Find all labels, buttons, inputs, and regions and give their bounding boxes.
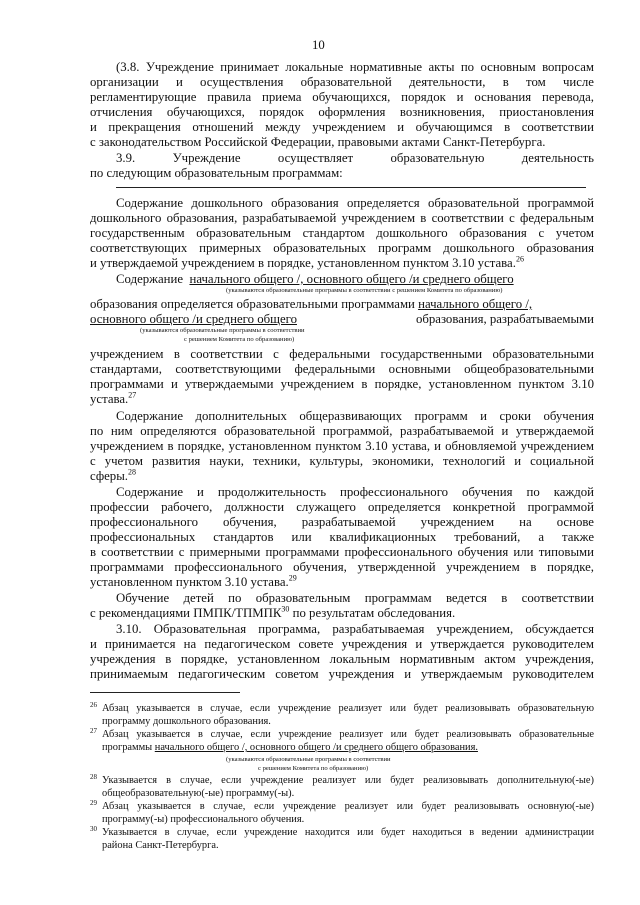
footnote-27-line-2: программы начального общего /, основного общего /и среднего общего образования. <box>102 742 478 753</box>
footnote-27-line-1: Абзац указывается в случае, если учреждение реализует или будет реализовывать образовательные <box>102 729 594 740</box>
vocational-line-3: профессионального обучения, разрабатываемой учреждением на основе <box>90 515 594 529</box>
footnote-ref-29: 29 <box>288 573 297 583</box>
footnote-30-line-2: района Санкт-Петербурга. <box>102 840 219 851</box>
paragraph-3-8-line-3: регламентирующие правила приема обучающихся, порядок и основания перевода, <box>90 90 594 104</box>
paragraph-3-8-line-2: организации и осуществления образовательной деятельности, в том числе <box>90 75 594 89</box>
additional-line-4: с учетом развития науки, техники, культуры, экономики, технологий и социальной <box>90 454 594 468</box>
footnote-29-line-2: программу(-ы) профессионального обучения. <box>102 814 305 825</box>
footnote-27-note-a: (указываются образовательные программы в соответствии <box>226 756 391 763</box>
vocational-line-7: установленном пунктом 3.10 устава.$^{29}$ <box>90 573 297 589</box>
vocational-line-6: программами профессионального обучения, утвержденной учреждением в порядке, <box>90 560 594 574</box>
footnote-28-line-1: Указывается в случае, если учреждение реализует или будет реализовывать дополнительную(-ые) <box>102 775 594 786</box>
general-line-2: образования определяется образовательными программами начального общего /, <box>90 297 533 311</box>
pmpk-line-1: Обучение детей по образовательным программам ведется в соответствии <box>116 591 594 605</box>
vocational-line-5: в соответствии с примерными программами профессионального обучения или типовыми <box>90 545 594 559</box>
general-note-2b: с решением Комитета по образованию) <box>184 336 295 343</box>
paragraph-3-10-line-3: учреждения в порядке, установленном локальным нормативным актом учреждения, <box>90 652 594 666</box>
general-line-7: устава.$^{27}$ <box>90 390 137 406</box>
general-programs-underlined-3: основного общего /и среднего общего <box>90 312 297 326</box>
general-line-3: основного общего /и среднего общего образования, разрабатываемыми <box>90 312 594 326</box>
additional-line-5: сферы.$^{28}$ <box>90 467 137 483</box>
paragraph-3-9-line-2: по следующим образовательным программам: <box>90 166 343 180</box>
general-note-1: (указываются образовательные программы в соответствии с решением Комитета по образованию) <box>226 287 503 294</box>
footnote-28-number: 28 <box>90 773 97 781</box>
general-line-4: учреждением в соответствии с федеральными государственными образовательными <box>90 347 594 361</box>
preschool-line-2: дошкольного образования, разрабатываемой учреждением в соответствии с федеральным <box>90 211 594 225</box>
paragraph-3-8-line-1: (3.8. Учреждение принимает локальные нормативные акты по основным вопросам <box>116 60 594 74</box>
paragraph-3-10-line-2: и принимается на педагогическом совете учреждения и утверждается руководителем <box>90 637 594 651</box>
general-programs-underlined: начального общего /, основного общего /и среднего общего <box>189 272 514 286</box>
additional-line-1: Содержание дополнительных общеразвивающих программ и сроки обучения <box>116 409 594 423</box>
footnote-29-number: 29 <box>90 799 97 807</box>
additional-line-3: учреждением в порядке, установленном пунктом 3.10 устава, и обновляемой учреждением <box>90 439 594 453</box>
footnote-30-number: 30 <box>90 825 97 833</box>
footnote-26-line-1: Абзац указывается в случае, если учреждение реализует или будет реализовывать образовательную <box>102 703 594 714</box>
footnote-ref-30: 30 <box>281 604 290 614</box>
additional-line-2: по ним определяются образовательной программой, разрабатываемой и утверждаемой <box>90 424 594 438</box>
general-line-1: Содержание начального общего /, основного общего /и среднего общего <box>116 272 514 286</box>
footnote-26-number: 26 <box>90 701 97 709</box>
blank-line <box>116 187 586 188</box>
general-programs-underlined-2: начального общего /, <box>418 297 533 311</box>
general-line-6: программами и утверждаемыми учреждением в порядке, установленном пунктом 3.10 <box>90 377 594 391</box>
footnote-28-line-2: общеобразовательную(-ые) программу(-ы). <box>102 788 295 799</box>
footnote-separator <box>90 692 240 693</box>
vocational-line-2: профессии рабочего, должности служащего определяется конкретной программой <box>90 500 594 514</box>
footnote-26-line-2: программу дошкольного образования. <box>102 716 271 727</box>
footnote-ref-27: 27 <box>128 390 137 400</box>
preschool-line-5: и утверждаемой учреждением в порядке, установленном пунктом 3.10 устава.$^{26}$ <box>90 254 524 270</box>
footnote-27-note-b: с решением Комитета по образованию) <box>258 765 369 772</box>
paragraph-3-8-line-4: отчисления обучающихся, порядок оформления возникновения, приостановления <box>90 105 594 119</box>
general-note-2a: (указываются образовательные программы в соответствии <box>140 327 305 334</box>
footnote-ref-26: 26 <box>515 254 524 264</box>
vocational-line-4: профессиональных стандартов или квалификационных требований, а также <box>90 530 594 544</box>
footnote-30-line-1: Указывается в случае, если учреждение находится или будет находиться в ведении администрации <box>102 827 594 838</box>
paragraph-3-8-line-6: с законодательством Российской Федерации, правовыми актами Санкт-Петербурга. <box>90 135 546 149</box>
page-number: 10 <box>312 38 325 52</box>
paragraph-3-8-line-5: и прекращения отношений между учреждением и обучающимся в соответствии <box>90 120 594 134</box>
general-line-5: стандартами, соответствующими федеральными основными общеобразовательными <box>90 362 594 376</box>
footnote-27-number: 27 <box>90 727 97 735</box>
preschool-line-3: государственным образовательным стандартом дошкольного образования с учетом <box>90 226 594 240</box>
paragraph-3-9-line-1: 3.9. Учреждение осуществляет образовательную деятельность <box>116 151 594 165</box>
paragraph-3-10-line-1: 3.10. Образовательная программа, разрабатываемая учреждением, обсуждается <box>116 622 594 636</box>
vocational-line-1: Содержание и продолжительность профессионального обучения по каждой <box>116 485 594 499</box>
preschool-line-4: соответствующих примерных образовательных программ дошкольного образования <box>90 241 594 255</box>
paragraph-3-10-line-4: принимаемым педагогическим советом учреждения и утверждаемым руководителем <box>90 667 594 681</box>
preschool-line-1: Содержание дошкольного образования определяется образовательной программой <box>116 196 594 210</box>
footnote-29-line-1: Абзац указывается в случае, если учреждение реализует или будет реализовывать основную(-ые) <box>102 801 594 812</box>
pmpk-line-2: с рекомендациями ПМПК/ТПМПК$^{30}$ по результатам обследования. <box>90 604 456 620</box>
footnote-ref-28: 28 <box>128 467 137 477</box>
footnote-27-programs-underlined: начального общего /, основного общего /и среднего общего образования. <box>154 742 478 753</box>
